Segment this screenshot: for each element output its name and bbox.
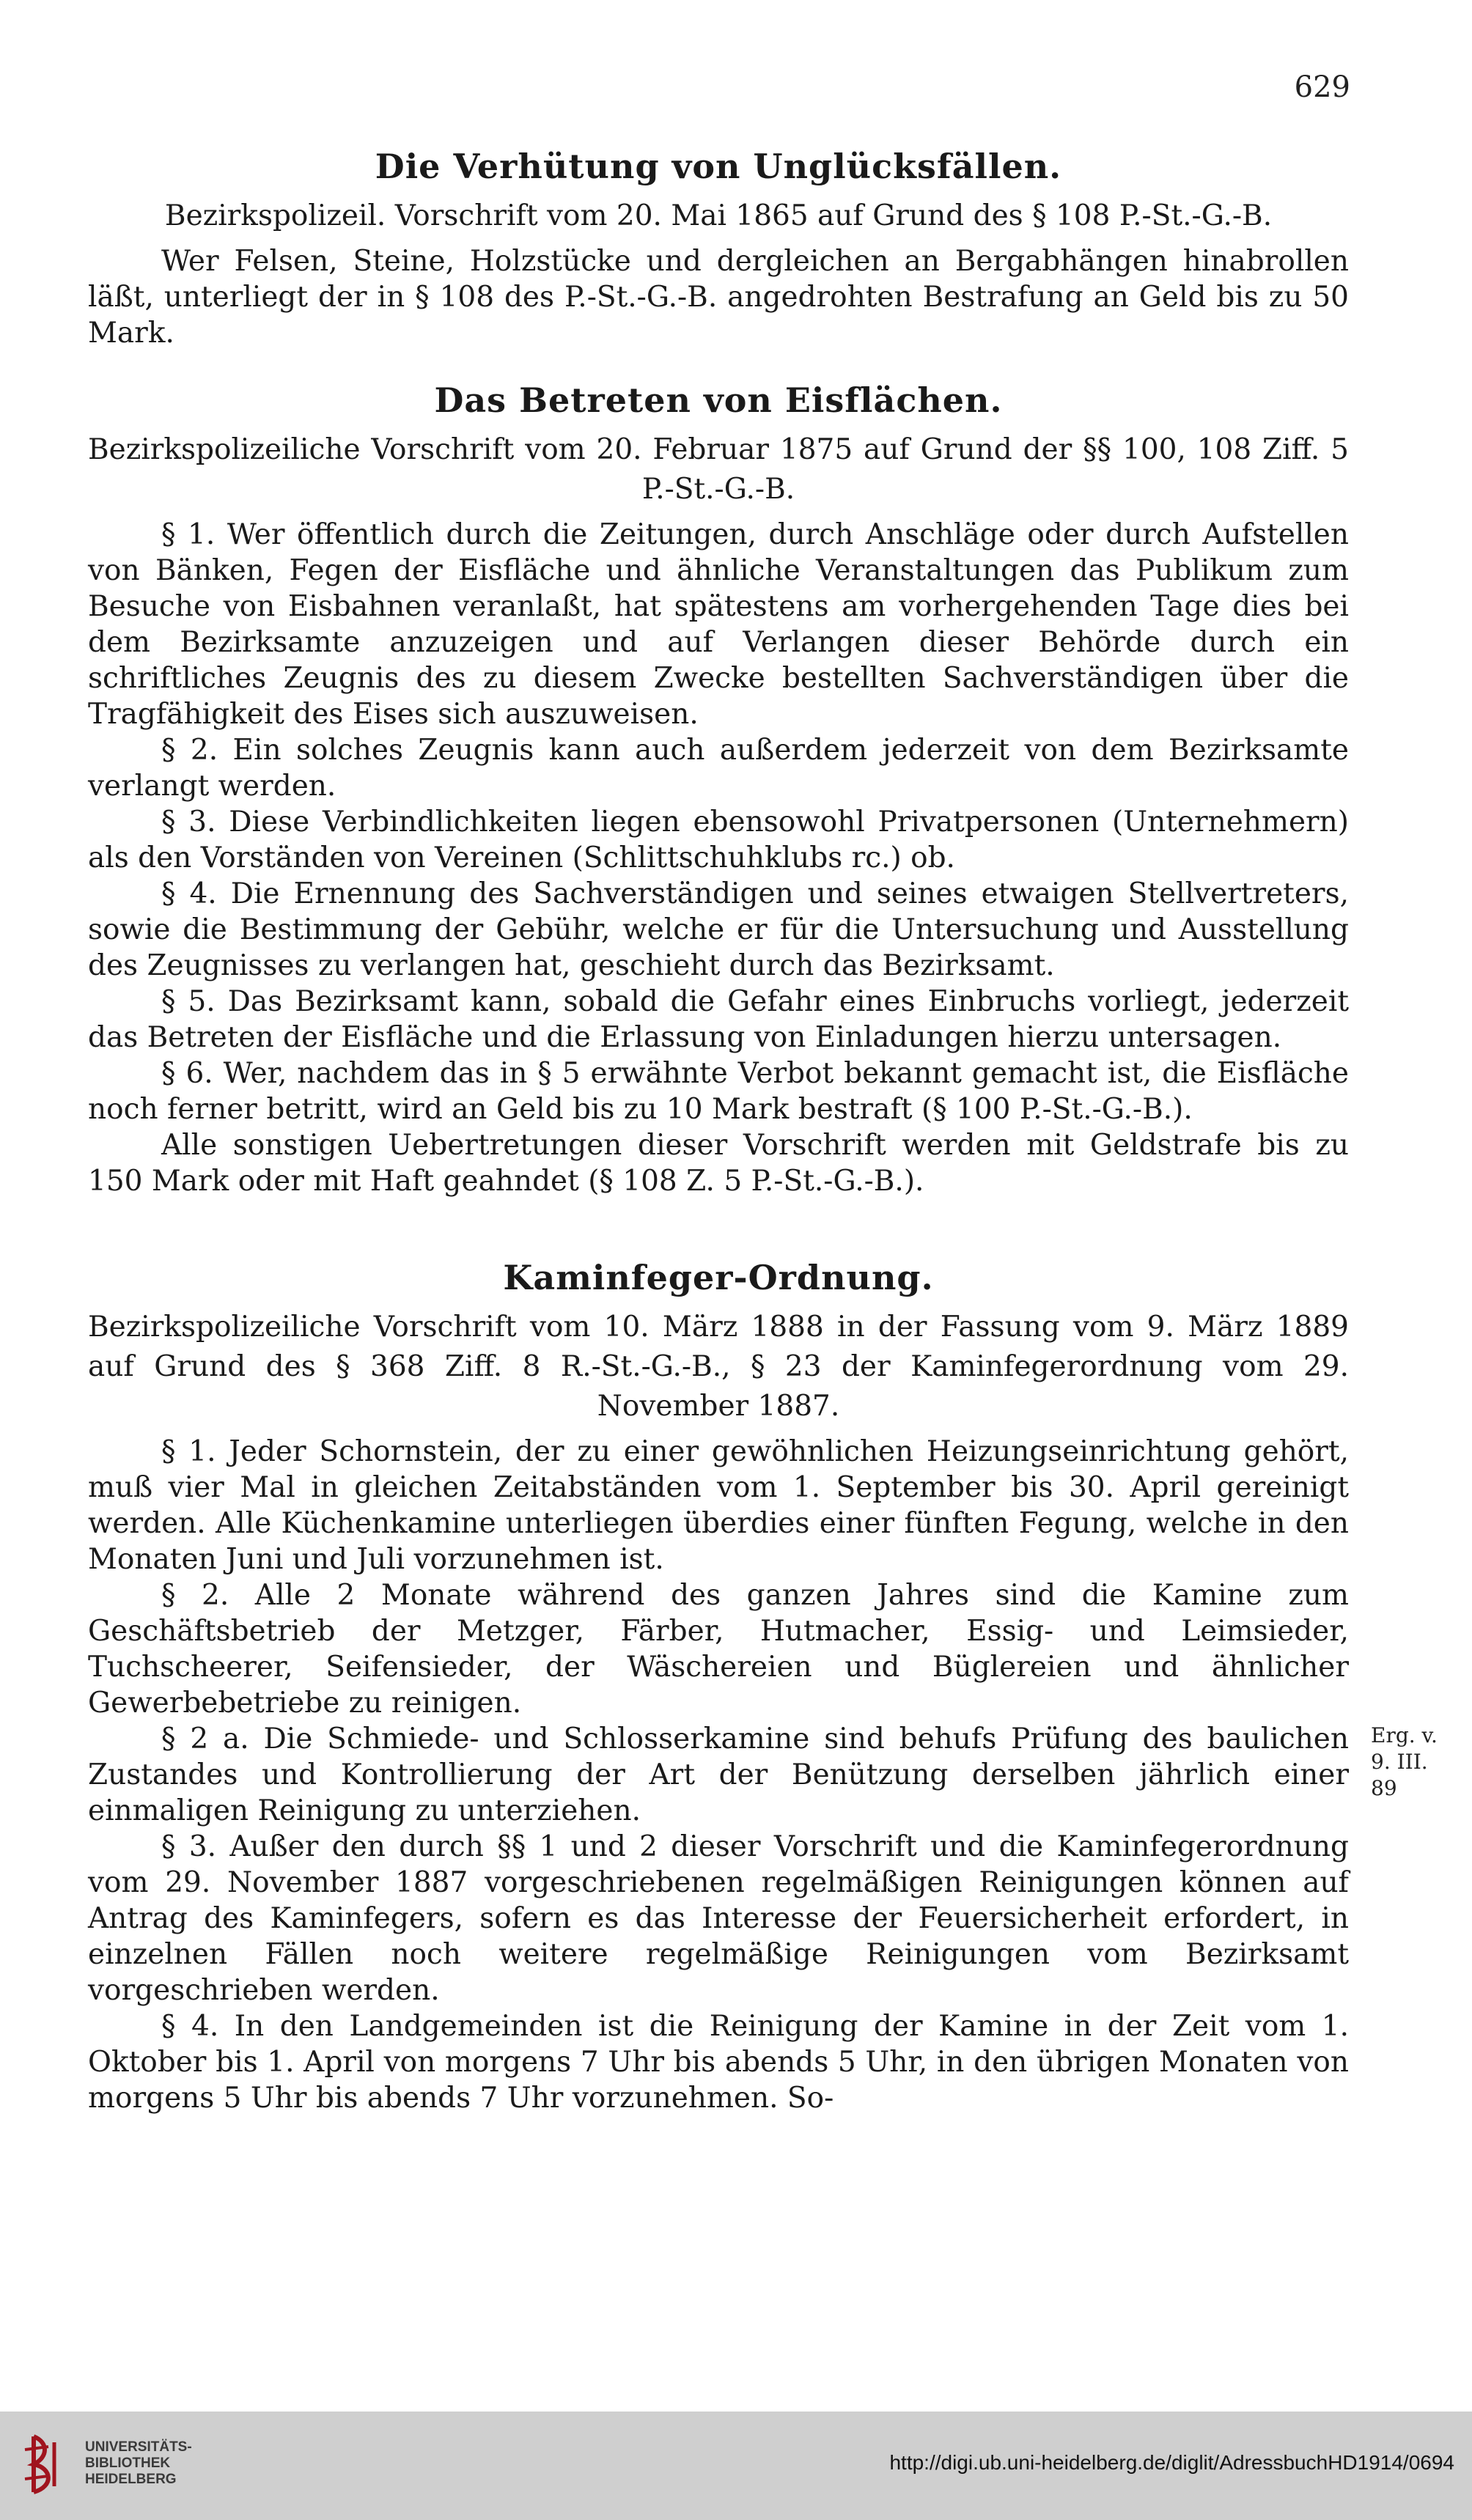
logo-line: HEIDELBERG — [85, 2472, 177, 2487]
footer-bar — [0, 2412, 1472, 2520]
section-unfall — [88, 147, 1349, 351]
page-content — [88, 147, 1438, 2116]
paragraph: § 4. In den Landgemeinden ist die Reinigung der Kamine in der Zeit vom 1. Oktober bis 1. April von morgens 7 Uhr bis abends 5 Uhr, in den übrigen Monaten von morgens 5 Uhr bis abends 7 Uhr vorzunehmen. So- — [88, 2010, 1349, 2115]
paragraph: § 6. Wer, nachdem das in § 5 erwähnte Verbot bekannt gemacht ist, die Eisfläche noch ferner betritt, wird an Geld bis zu 10 Mark bestraft (§ 100 P.-St.-G.-B.). — [88, 1057, 1349, 1126]
section-title: Das Betreten von Eisflächen. — [434, 380, 1003, 420]
paragraph: Alle sonstigen Uebertretungen dieser Vorschrift werden mit Geldstrafe bis zu 150 Mark oder mit Haft geahndet (§ 108 Z. 5 P.-St.-G.-B.). — [88, 1129, 1349, 1198]
logo-line: BIBLIOTHEK — [85, 2455, 171, 2471]
paragraph: § 1. Jeder Schornstein, der zu einer gewöhnlichen Heizungseinrichtung gehört, muß vier Mal in gleichen Zeitabständen vom 1. September bis 30. April gereinigt werden. Alle Küchenkamine unterliegen überdies einer fünften Fegung, welche in den Monaten Juni und Juli vorzunehmen ist. — [88, 1435, 1349, 1576]
paragraph: Wer Felsen, Steine, Holzstücke und dergleichen an Bergabhängen hinabrollen läßt, unterliegt der in § 108 des P.-St.-G.-B. angedrohten Bestrafung an Geld bis zu 50 Mark. — [88, 245, 1349, 350]
paragraph: § 4. Die Ernennung des Sachverständigen und seines etwaigen Stellvertreters, sowie die Bestimmung der Gebühr, welche er für die Untersuchung und Ausstellung des Zeugnisses zu verlangen hat, geschieht durch das Bezirksamt. — [88, 877, 1349, 982]
section-subtitle: Bezirkspolizeiliche Vorschrift vom 20. Februar 1875 auf Grund der §§ 100, 108 Ziff. 5 P.-St.-G.-B. — [88, 433, 1349, 506]
paragraph: § 3. Diese Verbindlichkeiten liegen ebensowohl Privatpersonen (Unternehmern) als den Vorständen von Vereinen (Schlittschuhklubs rc.) ob. — [88, 806, 1349, 874]
section-kaminfeger — [88, 1258, 1438, 2116]
library-logo-icon — [19, 2428, 78, 2501]
library-logo-text — [85, 2439, 192, 2488]
paragraph: § 2. Alle 2 Monate während des ganzen Jahres sind die Kamine zum Geschäftsbetrieb der Metzger, Färber, Hutmacher, Essig- und Leimsieder, Tuchscheerer, Seifensieder, der Wäschereien und Büglereien und ähnlicher Gewerbebetriebe zu reinigen. — [88, 1579, 1349, 1720]
logo-line: UNIVERSITÄTS- — [85, 2439, 192, 2455]
margin-note: Erg. v. 9. III. 89 — [1371, 1723, 1438, 1800]
section-eisflaechen — [88, 380, 1349, 1199]
section-subtitle: Bezirkspolizeiliche Vorschrift vom 10. März 1888 in der Fassung vom 9. März 1889 auf Grund des § 368 Ziff. 8 R.-St.-G.-B., § 23 der Kaminfegerordnung vom 29. November 1887. — [88, 1311, 1349, 1423]
paragraph: § 5. Das Bezirksamt kann, sobald die Gefahr eines Einbruchs vorliegt, jederzeit das Betreten der Eisfläche und die Erlassung von Einladungen hierzu untersagen. — [88, 985, 1349, 1054]
section-title: Kaminfeger-Ordnung. — [503, 1258, 934, 1297]
paragraph: § 2. Ein solches Zeugnis kann auch außerdem jederzeit von dem Bezirksamte verlangt werden. — [88, 734, 1349, 803]
page-number: 629 — [1294, 70, 1350, 104]
section-subtitle: Bezirkspolizeil. Vorschrift vom 20. Mai 1865 auf Grund des § 108 P.-St.-G.-B. — [164, 199, 1273, 232]
paragraph: § 3. Außer den durch §§ 1 und 2 dieser Vorschrift und die Kaminfegerordnung vom 29. November 1887 vorgeschriebenen regelmäßigen Reinigungen können auf Antrag des Kaminfegers, sofern es das Interesse der Feuersicherheit erfordert, in einzelnen Fällen noch weitere regelmäßige Reinigungen vom Bezirksamt vorgeschrieben werden. — [88, 1830, 1349, 2007]
paragraph: § 1. Wer öffentlich durch die Zeitungen, durch Anschläge oder durch Aufstellen von Bänken, Fegen der Eisfläche und ähnliche Veranstaltungen das Publikum zum Besuche von Eisbahnen veranlaßt, hat spätestens am vorhergehenden Tage dies bei dem Bezirksamte anzuzeigen und auf Verlangen dieser Behörde durch ein schriftliches Zeugnis des zu diesem Zwecke bestellten Sachverständigen über die Tragfähigkeit des Eises sich auszuweisen. — [88, 518, 1349, 731]
section-title: Die Verhütung von Unglücksfällen. — [375, 147, 1062, 186]
source-url-link[interactable]: http://digi.ub.uni-heidelberg.de/diglit/AdressbuchHD1914/0694 — [889, 2451, 1454, 2474]
paragraph: § 2 a. Die Schmiede- und Schlosserkamine sind behufs Prüfung des baulichen Zustandes und Kontrollierung der Art der Benützung derselben jährlich einer einmaligen Reinigung zu unterziehen. — [88, 1723, 1349, 1827]
